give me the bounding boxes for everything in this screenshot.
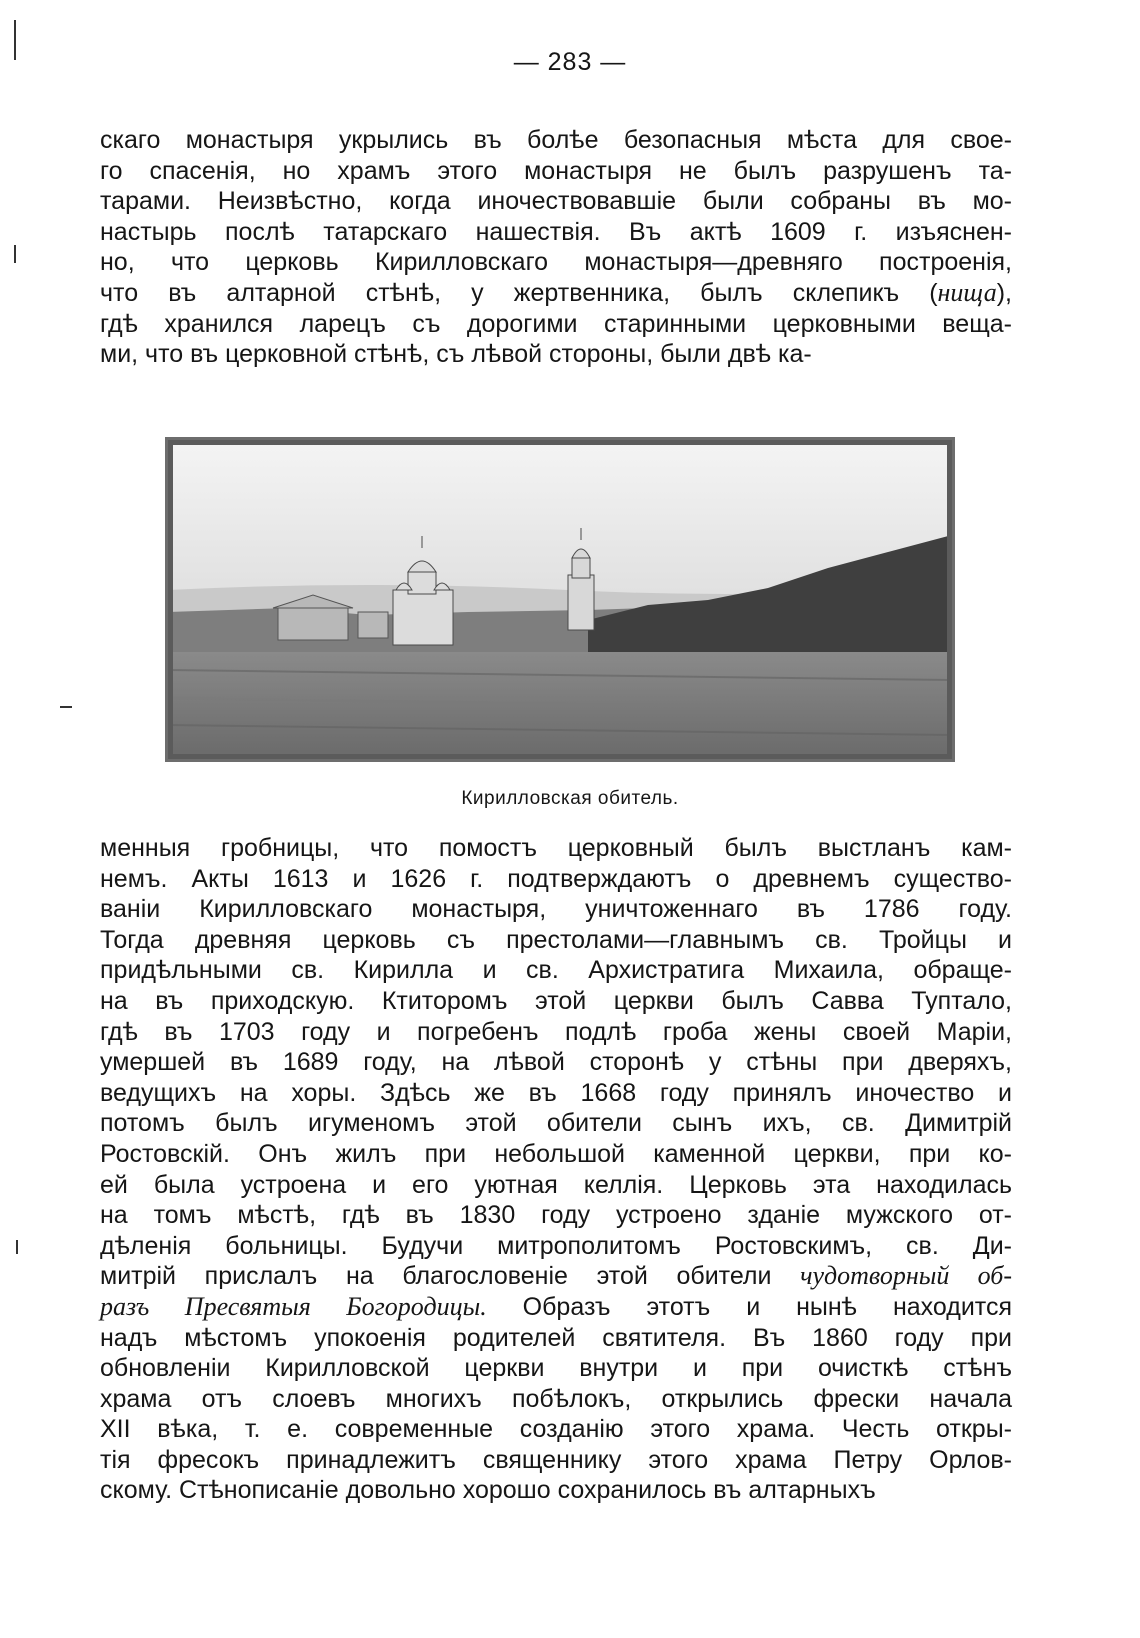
scan-edge-mark [60, 706, 72, 708]
text-line: Ростовскій. Онъ жилъ при небольшой каменной церкви, при ко- [100, 1139, 1012, 1168]
text-line: ми, что въ церковной стѣнѣ, съ лѣвой стороны, были двѣ ка- [100, 340, 812, 369]
text-line: немъ. Акты 1613 и 1626 г. подтверждаютъ о древнемъ существо- [100, 864, 1012, 893]
bottom-paragraph [100, 833, 1012, 1506]
text-line: гдѣ въ 1703 году и погребенъ подлѣ гроба жены своей Маріи, [100, 1017, 1012, 1046]
text-line: надъ мѣстомъ упокоенія родителей святителя. Въ 1860 году при [100, 1323, 1012, 1352]
text-line: на томъ мѣстѣ, гдѣ въ 1830 году устроено зданіе мужского от- [100, 1201, 1012, 1230]
text-line: умершей въ 1689 году, на лѣвой сторонѣ у стѣны при дверяхъ, [100, 1048, 1012, 1077]
text-line: скому. Стѣнописаніе довольно хорошо сохранилось въ алтарныхъ [100, 1476, 876, 1505]
figure-caption: Кирилловская обитель. [461, 788, 679, 809]
text-line: тарами. Неизвѣстно, когда иночествовавшіе были собраны въ мо- [100, 187, 1012, 216]
text-line: гдѣ хранился ларецъ съ дорогими старинными церковными веща- [100, 309, 1012, 338]
text-line: Тогда древняя церковь съ престолами—главнымъ св. Тройцы и [100, 925, 1012, 954]
text-line: настырь послѣ татарскаго нашествія. Въ актѣ 1609 г. изъяснен- [100, 217, 1012, 246]
top-paragraph [100, 125, 1012, 370]
italic-term-nisha: нища [937, 277, 997, 307]
text-line: но, что церковь Кирилловскаго монастыря—древняго построенія, [100, 248, 1012, 277]
text-line: тія фресокъ принадлежитъ священнику этого храма Петру Орлов- [100, 1445, 1012, 1474]
text-line: го спасенія, но храмъ этого монастыря не былъ разрушенъ та- [100, 156, 1012, 185]
italic-icon-title-part2: разъ Пресвятыя Богородицы. [100, 1291, 487, 1321]
text-line: придѣльными св. Кирилла и св. Архистратига Михаила, обраще- [100, 956, 1012, 985]
text-line: потомъ былъ игуменомъ этой обители сынъ ихъ, св. Димитрій [100, 1109, 1012, 1138]
text-line: обновленіи Кирилловской церкви внутри и при очисткѣ стѣнъ [100, 1354, 1012, 1383]
text-line-with-italic [100, 1292, 1012, 1323]
page-number: — 283 — [513, 48, 627, 76]
text-line: ведущихъ на хоры. Здѣсь же въ 1668 году принялъ иночество и [100, 1078, 1012, 1107]
monastery-photograph [165, 437, 955, 762]
text-line-with-italic [100, 278, 1012, 309]
scan-edge-mark [16, 1240, 18, 1254]
text-line: менныя гробницы, что помостъ церковный былъ выстланъ кам- [100, 834, 1012, 862]
text-segment: митрій прислалъ на благословеніе этой обители [100, 1262, 801, 1291]
text-line-with-italic [100, 1261, 1012, 1292]
text-line: ей была устроена и его уютная келлія. Церковь эта находилась [100, 1170, 1012, 1199]
text-segment: ), [996, 278, 1012, 307]
text-line: на въ приходскую. Ктиторомъ этой церкви былъ Савва Туптало, [100, 986, 1012, 1015]
italic-icon-title-part1: чудотворный об- [800, 1261, 1012, 1291]
scan-edge-mark [14, 20, 16, 60]
text-line: XII вѣка, т. е. современные созданію этого храма. Честь откры- [100, 1415, 1012, 1444]
text-line: скаго монастыря укрылись въ болѣе безопасныя мѣста для свое- [100, 126, 1012, 154]
scan-edge-mark [14, 245, 16, 263]
text-segment: Образъ этотъ и нынѣ находится [486, 1292, 1012, 1321]
text-segment: что въ алтарной стѣнѣ, у жертвенника, былъ склепикъ ( [100, 278, 938, 307]
text-line: ваніи Кирилловскаго монастыря, уничтоженнаго въ 1786 году. [100, 895, 1012, 924]
text-line: дѣленія больницы. Будучи митрополитомъ Ростовскимъ, св. Ди- [100, 1231, 1012, 1260]
text-line: храма отъ слоевъ многихъ побѣлокъ, открылись фрески начала [100, 1384, 1012, 1413]
